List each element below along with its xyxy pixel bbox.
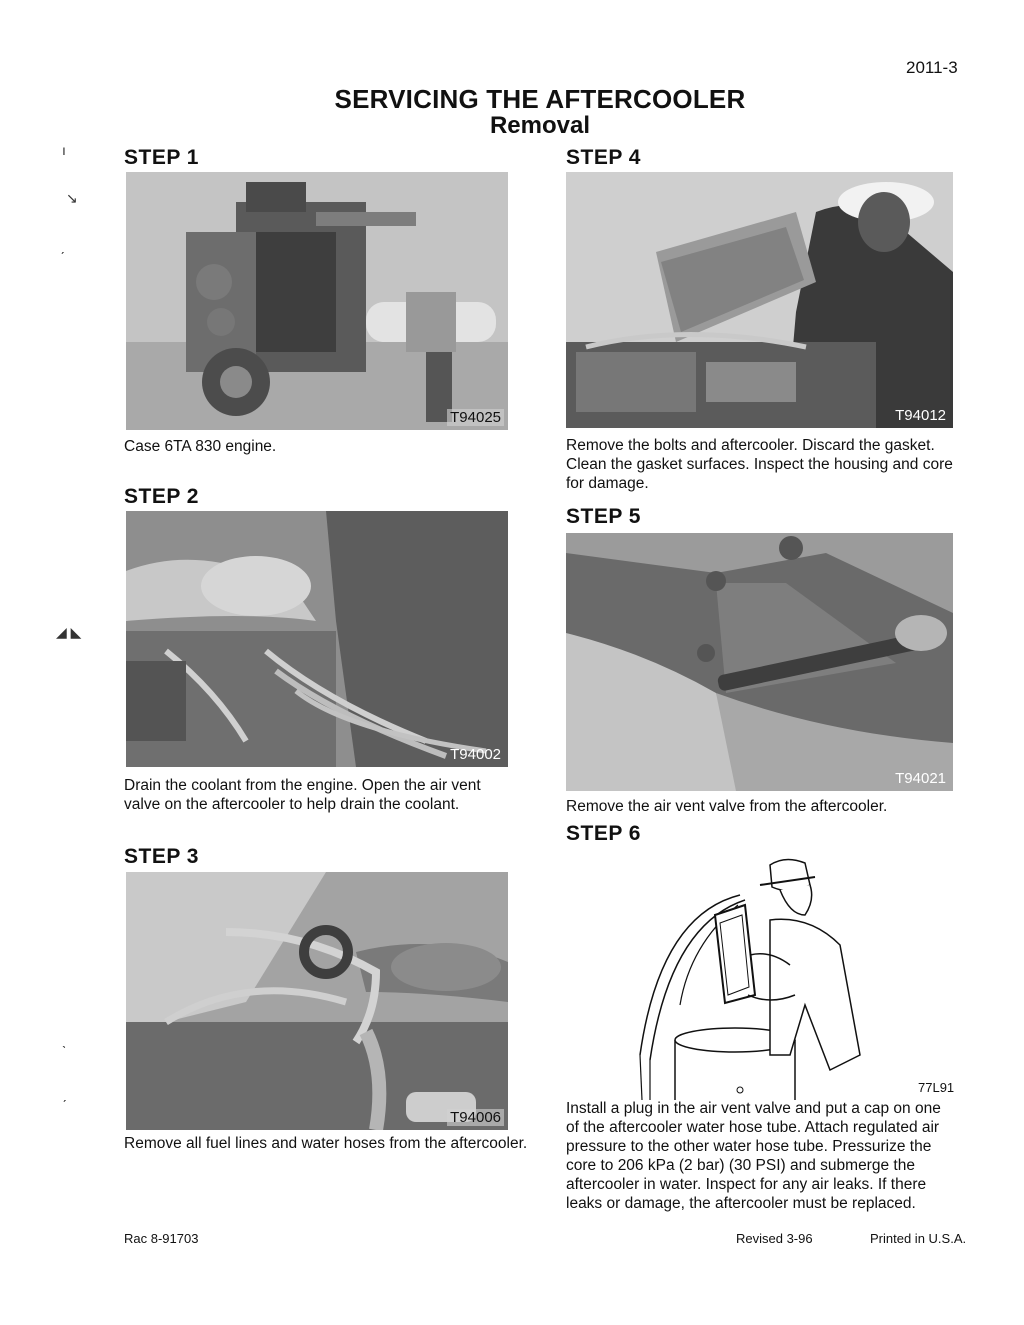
step-6-illustration-code: 77L91 [918,1080,955,1095]
step-6-caption: Install a plug in the air vent valve and put a cap on one of the aftercooler water hose tube. Attach regulated air pressure to the other water hose tube. Pressurize the core to 206 kPa (2 bar) (30 PSI) and submerge the aftercooler in water. Inspect for any air leaks. If there leaks or damage, the aftercooler must be replaced. [566,1100,941,1212]
page-number: 2011-3 [906,58,958,77]
step-1-photo-code: T94025 [447,409,504,426]
scan-mark: ↘ [66,190,78,206]
scan-mark: ˏ [60,238,65,254]
step-2-caption: Drain the coolant from the engine. Open the air vent valve on the aftercooler to help drain the coolant. [124,777,481,813]
revised-date: Revised 3-96 [736,1231,813,1246]
scan-mark: ı [62,142,66,158]
step-3-heading: STEP 3 [124,845,199,868]
step-2-photo-code: T94002 [450,746,501,763]
step-1-photo [126,172,508,430]
step-5-photo [566,533,953,791]
step-5-caption: Remove the air vent valve from the aftercooler. [566,798,888,815]
scan-mark: ˎ [62,1032,67,1048]
step-4-caption: Remove the bolts and aftercooler. Discard the gasket. Clean the gasket surfaces. Inspect the housing and core for damage. [566,437,953,492]
step-4-photo-code: T94012 [895,407,946,424]
step-3-caption: Remove all fuel lines and water hoses from the aftercooler. [124,1135,528,1152]
step-3-photo [126,872,508,1130]
step-1-caption: Case 6TA 830 engine. [124,438,277,455]
step-3-photo-code: T94006 [447,1109,504,1126]
step-6-heading: STEP 6 [566,822,641,845]
step-1-heading: STEP 1 [124,146,199,169]
page-subtitle: Removal [489,112,591,139]
scan-mark: ◢ ◣ [56,624,82,640]
scan-mark: ˏ [62,1086,67,1102]
step-5-heading: STEP 5 [566,505,641,528]
step-4-heading: STEP 4 [566,146,641,169]
step-2-photo [126,511,508,767]
step-2-heading: STEP 2 [124,485,199,508]
page-title: SERVICING THE AFTERCOOLER [334,84,746,114]
doc-number: Rac 8-91703 [124,1231,199,1246]
step-6-illustration [620,855,920,1100]
step-4-photo [566,172,953,428]
step-5-photo-code: T94021 [895,770,946,787]
printed-location: Printed in U.S.A. [870,1231,967,1246]
